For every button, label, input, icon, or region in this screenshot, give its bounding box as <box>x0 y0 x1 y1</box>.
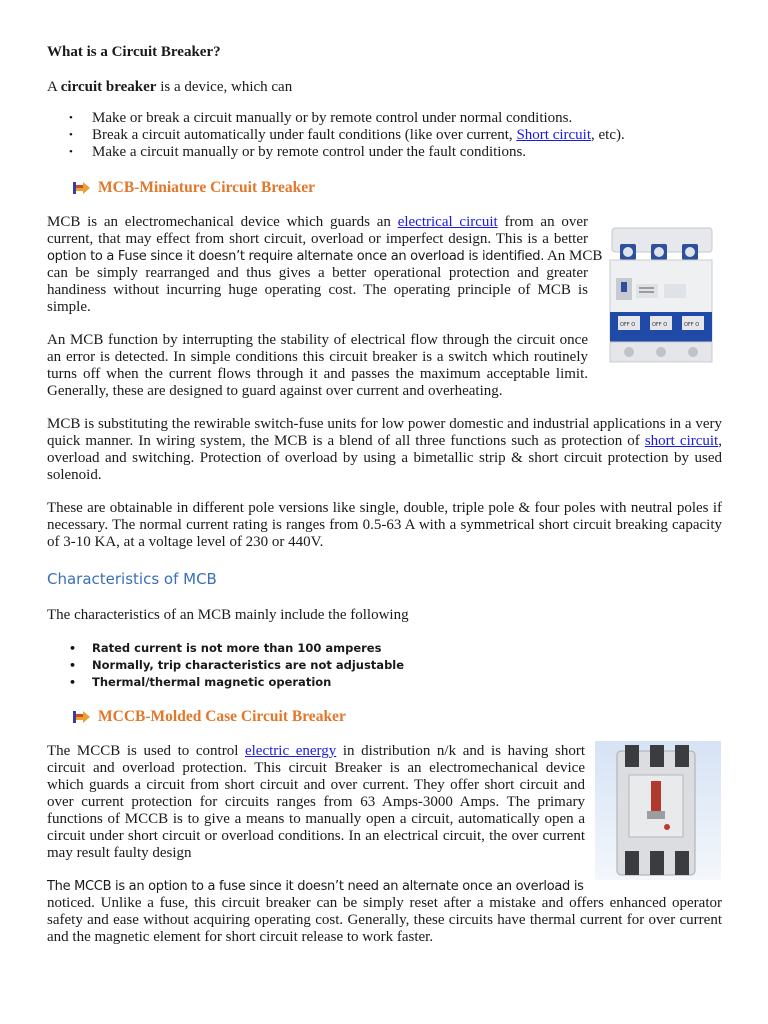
intro-prefix: A <box>47 79 61 95</box>
section-title-text: MCB-Miniature Circuit Breaker <box>98 179 315 196</box>
text-span: in distribution n/k and is having short <box>336 743 586 759</box>
definition-list <box>47 110 722 161</box>
text-line: noticed. Unlike a fuse, this circuit breaker can be simply reset after a mistake and offers enhanced operator safety and ease without acquiring operating cost. Generally, these circuits have thermal current for over current and the magnetic element for short circuit release to work faster. <box>47 895 722 945</box>
electrical-circuit-link[interactable]: electrical circuit <box>397 214 498 230</box>
mcb-image <box>604 222 722 367</box>
mccb-section-title <box>47 708 346 726</box>
text-span: , overload and switching. Protection of overload by using a bimetallic strip & short circuit protection by used solenoid. <box>47 433 722 483</box>
short-circuit-link-2[interactable]: short circuit <box>644 433 719 449</box>
intro-suffix: is a device, which can <box>156 79 293 95</box>
short-circuit-link[interactable]: Short circuit <box>516 127 592 143</box>
page-title: What is a Circuit Breaker? <box>47 44 221 60</box>
text-span: An MCB <box>544 248 603 264</box>
text-line: current, that may effect from short circuit, overload or imperfect design. This is a better <box>47 231 588 247</box>
text-line: circuit under short circuit or overload conditions. In an electrical circuit, the over current <box>47 828 585 844</box>
list-item-text: Break a circuit automatically under fault conditions (like over current, <box>92 127 517 143</box>
mccb-breaker-illustration <box>595 741 721 880</box>
characteristics-list <box>47 640 722 691</box>
text-span: MCB is substituting the rewirable switch-fuse units for low power domestic and industrial applications in a very quick manner. In wiring system, the MCB is a blend of all three functions such as protection of <box>47 416 722 449</box>
handle-label: OFF O <box>620 322 636 328</box>
mcb-paragraph-3 <box>47 416 722 484</box>
text-line <box>47 743 585 760</box>
mcb-section-title <box>47 179 315 197</box>
text-line <box>47 248 603 265</box>
list-item: • Thermal/thermal magnetic operation <box>47 674 722 691</box>
text-span: option to a Fuse since it doesn’t require alternate once an overload is identified. <box>47 249 545 264</box>
intro-line <box>47 79 292 96</box>
mccb-image <box>595 741 721 880</box>
text-line <box>47 214 588 231</box>
mccb-paragraph-1 <box>47 743 585 862</box>
text-line: circuit and overload protection. This circuit Breaker is an electromechanical device <box>47 760 585 776</box>
handle-label: OFF O <box>652 322 668 328</box>
text-line: may result faulty design <box>47 845 192 861</box>
text-line <box>47 878 722 895</box>
text-line: functions of MCCB is to give a means to manually open a circuit, automatically open a <box>47 811 585 827</box>
section-title-text: MCCB-Molded Case Circuit Breaker <box>98 708 346 725</box>
text-line: handiness without incurring huge operating cost. The operating principle of MCB is <box>47 282 588 298</box>
text-line: can be simply rearranged and thus gives a better operational protection and greater <box>47 265 588 281</box>
mcb-breaker-illustration <box>604 222 722 367</box>
mcb-paragraph-4: These are obtainable in different pole versions like single, double, triple pole & four poles with neutral poles if necessary. The normal current rating is ranges from 0.5-63 A with a symmetrical short circuit breaking capacity of 3-10 KA, at a voltage level of 230 or 440V. <box>47 500 722 550</box>
arrow-bullet-icon <box>71 710 91 724</box>
text-span: The MCCB is an option to a fuse since it doesn’t need an alternate once an overload is <box>47 879 584 894</box>
intro-term: circuit breaker <box>60 79 157 95</box>
mccb-paragraph-2 <box>47 878 722 946</box>
text-span: MCB is an electromechanical device which guards an <box>47 214 398 230</box>
list-item: • Normally, trip characteristics are not adjustable <box>47 657 722 674</box>
characteristics-title: Characteristics of MCB <box>47 570 217 588</box>
text-line: simple. <box>47 299 91 315</box>
mcb-paragraph-1 <box>47 214 603 316</box>
text-span: The MCCB is used to control <box>47 743 245 759</box>
list-item: • Make a circuit manually or by remote control under the fault conditions. <box>47 144 722 161</box>
list-item: • Make or break a circuit manually or by remote control under normal conditions. <box>47 110 722 127</box>
arrow-bullet-icon <box>71 181 91 195</box>
electric-energy-link[interactable]: electric energy <box>244 743 337 759</box>
text-line: over current protection for circuits ranges from 63 Amps-3000 Amps. The primary <box>47 794 585 810</box>
list-item: • Rated current is not more than 100 amperes <box>47 640 722 657</box>
list-item <box>47 127 722 144</box>
text-span: from an over <box>497 214 588 230</box>
mcb-paragraph-2: An MCB function by interrupting the stability of electrical flow through the circuit once an error is detected. In simple conditions this circuit breaker is a switch which routinely turns off when the current flows through it and passes the maximum acceptable limit. Generally, these are designed to guard against over current and overheating. <box>47 332 588 399</box>
characteristics-intro: The characteristics of an MCB mainly include the following <box>47 607 409 623</box>
text-line: which guards a circuit from short circuit and over current. They offer short circuit and <box>47 777 585 793</box>
handle-label: OFF O <box>684 322 700 328</box>
list-item-text: , etc). <box>591 127 625 143</box>
